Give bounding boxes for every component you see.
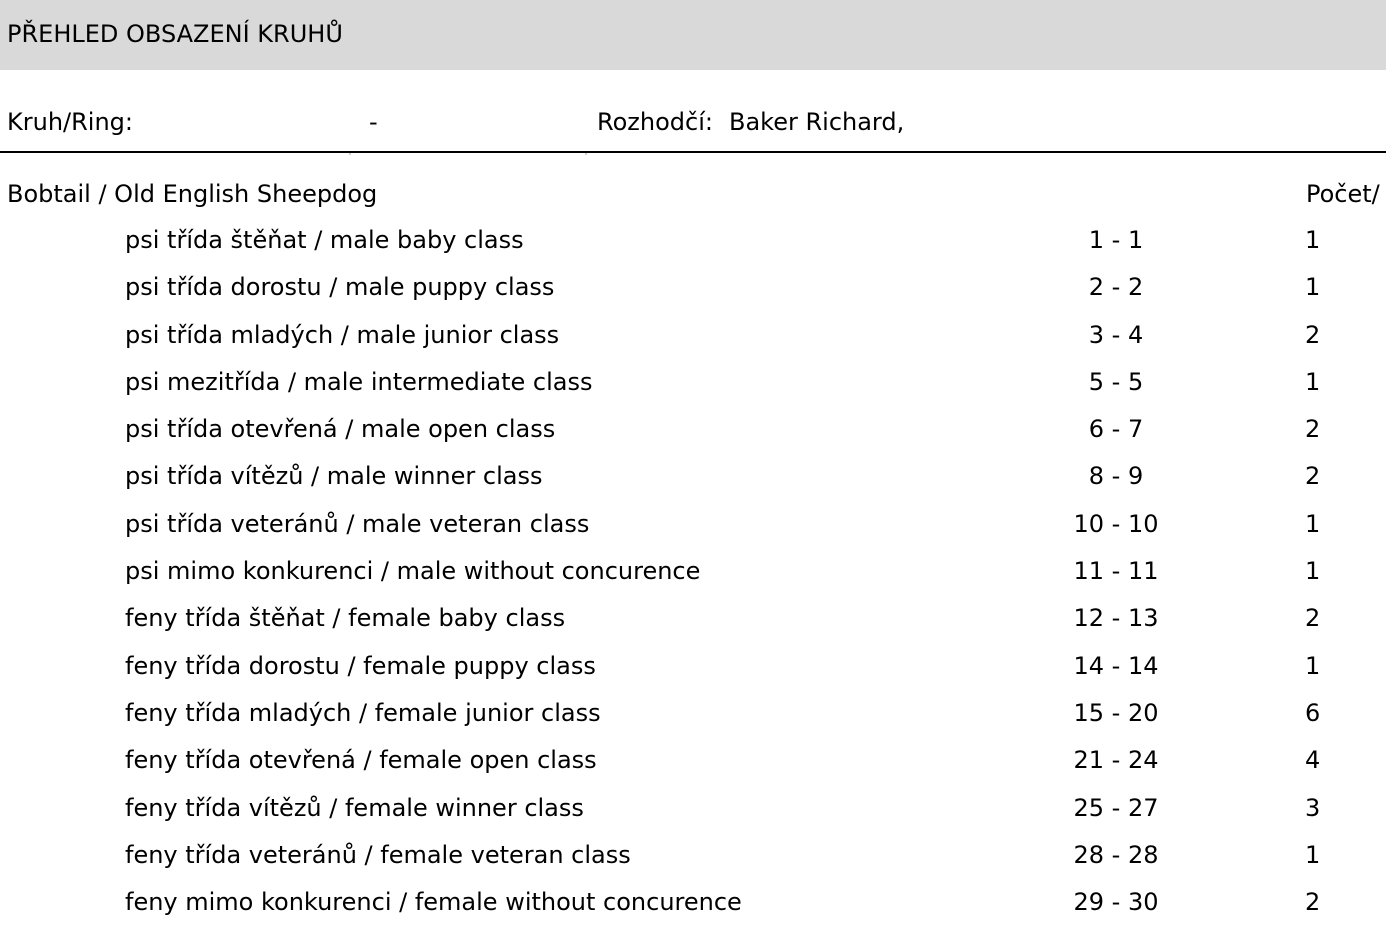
catalog-range: 8 - 9 (1088, 462, 1144, 491)
entry-count: 2 (1305, 462, 1321, 491)
catalog-range: 5 - 5 (1088, 367, 1144, 396)
breed-row (0, 177, 1386, 211)
class-name: psi mimo konkurenci / male without concurence (125, 557, 701, 586)
class-name: psi třída otevřená / male open class (125, 415, 556, 444)
class-row (0, 268, 1386, 315)
class-name: feny třída veteránů / female veteran class (125, 840, 631, 869)
class-row (0, 883, 1386, 930)
class-name: feny třída štěňat / female baby class (125, 604, 566, 633)
class-name: feny třída otevřená / female open class (125, 746, 597, 775)
entry-count: 1 (1305, 840, 1321, 869)
class-row (0, 694, 1386, 741)
entry-count: 3 (1305, 793, 1321, 822)
class-row (0, 836, 1386, 883)
class-row (0, 599, 1386, 646)
class-name: psi třída veteránů / male veteran class (125, 509, 590, 538)
catalog-range: 21 - 24 (1073, 746, 1159, 775)
class-row (0, 316, 1386, 363)
class-row (0, 410, 1386, 457)
entry-count: 1 (1305, 557, 1321, 586)
entry-count: 1 (1305, 273, 1321, 302)
entry-count: 1 (1305, 509, 1321, 538)
class-name: psi mezitřída / male intermediate class (125, 367, 593, 396)
entry-count: 1 (1305, 651, 1321, 680)
class-name: psi třída mladých / male junior class (125, 320, 560, 349)
catalog-range: 25 - 27 (1073, 793, 1159, 822)
entry-count: 2 (1305, 320, 1321, 349)
class-name: feny mimo konkurenci / female without concurence (125, 888, 742, 917)
catalog-range: 29 - 30 (1073, 888, 1159, 917)
class-name: psi třída štěňat / male baby class (125, 226, 524, 254)
judge-value: Baker Richard, (729, 108, 905, 136)
catalog-range: 15 - 20 (1073, 698, 1159, 727)
column-divider-tick (349, 153, 351, 155)
class-name: feny třída dorostu / female puppy class (125, 651, 596, 680)
class-name: psi třída vítězů / male winner class (125, 462, 543, 491)
entry-count: 1 (1305, 226, 1321, 254)
catalog-range: 2 - 2 (1088, 273, 1144, 302)
class-row (0, 457, 1386, 504)
catalog-range: 12 - 13 (1073, 604, 1159, 633)
class-row (0, 363, 1386, 410)
entry-count: 2 (1305, 888, 1321, 917)
entry-count: 2 (1305, 604, 1321, 633)
header-divider (0, 151, 1386, 153)
page-title: PŘEHLED OBSAZENÍ KRUHŮ (7, 20, 343, 48)
ring-label: Kruh/Ring: (7, 108, 133, 136)
catalog-range: 28 - 28 (1073, 840, 1159, 869)
class-row (0, 505, 1386, 552)
breed-name: Bobtail / Old English Sheepdog (7, 180, 378, 208)
class-row (0, 741, 1386, 788)
class-row (0, 221, 1386, 268)
entry-count: 4 (1305, 746, 1321, 775)
catalog-range: 1 - 1 (1088, 226, 1144, 254)
entry-count: 1 (1305, 367, 1321, 396)
class-row (0, 789, 1386, 836)
class-row (0, 552, 1386, 599)
ring-info-row (0, 104, 1386, 140)
catalog-range: 6 - 7 (1088, 415, 1144, 444)
class-name: psi třída dorostu / male puppy class (125, 273, 555, 302)
column-divider-tick (585, 153, 587, 155)
ring-value: - (369, 108, 378, 136)
class-name: feny třída mladých / female junior class (125, 698, 601, 727)
catalog-range: 14 - 14 (1073, 651, 1159, 680)
catalog-range: 11 - 11 (1073, 557, 1159, 586)
catalog-range: 3 - 4 (1088, 320, 1144, 349)
judge-label: Rozhodčí: (597, 108, 713, 136)
count-column-header: Počet/ (1306, 180, 1380, 208)
class-list (0, 221, 1386, 930)
report-header-bar (0, 0, 1386, 70)
catalog-range: 10 - 10 (1073, 509, 1159, 538)
entry-count: 2 (1305, 415, 1321, 444)
entry-count: 6 (1305, 698, 1321, 727)
class-name: feny třída vítězů / female winner class (125, 793, 584, 822)
class-row (0, 647, 1386, 694)
